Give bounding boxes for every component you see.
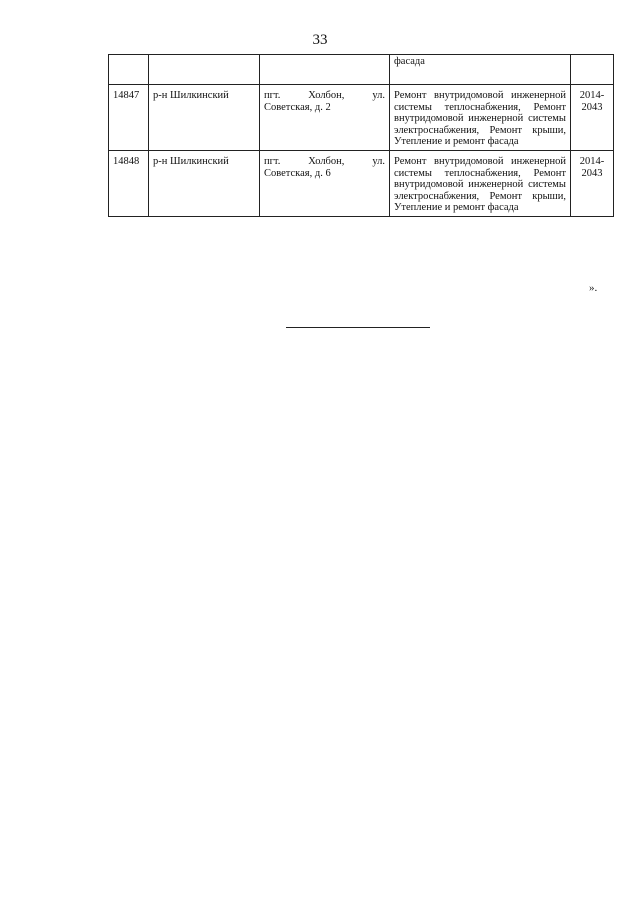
cell-period xyxy=(571,55,614,85)
cell-works: Ремонт внутридомовой инженерной системы теплоснабжения, Ремонт внутридомовой инженерной системы электроснабжения, Ремонт крыши, Утепление и ремонт фасада xyxy=(390,85,571,151)
separator-line xyxy=(286,327,430,328)
cell-works: фасада xyxy=(390,55,571,85)
cell-period: 2014-2043 xyxy=(571,85,614,151)
cell-works: Ремонт внутридомовой инженерной системы теплоснабжения, Ремонт внутридомовой инженерной системы электроснабжения, Ремонт крыши, Утепление и ремонт фасада xyxy=(390,150,571,216)
housing-repair-table xyxy=(108,54,614,217)
cell-address: пгт. Холбон, ул. Советская, д. 2 xyxy=(260,85,390,151)
cell-period: 2014-2043 xyxy=(571,150,614,216)
cell-district xyxy=(149,55,260,85)
cell-number: 14847 xyxy=(109,85,149,151)
page-number: 33 xyxy=(312,32,328,48)
cell-district: р-н Шилкинский xyxy=(149,85,260,151)
cell-number xyxy=(109,55,149,85)
table-row-continuation xyxy=(109,55,614,85)
table-row xyxy=(109,150,614,216)
cell-address xyxy=(260,55,390,85)
table-row xyxy=(109,85,614,151)
cell-number: 14848 xyxy=(109,150,149,216)
cell-address: пгт. Холбон, ул. Советская, д. 6 xyxy=(260,150,390,216)
cell-district: р-н Шилкинский xyxy=(149,150,260,216)
closing-quote-mark: ». xyxy=(589,282,598,294)
